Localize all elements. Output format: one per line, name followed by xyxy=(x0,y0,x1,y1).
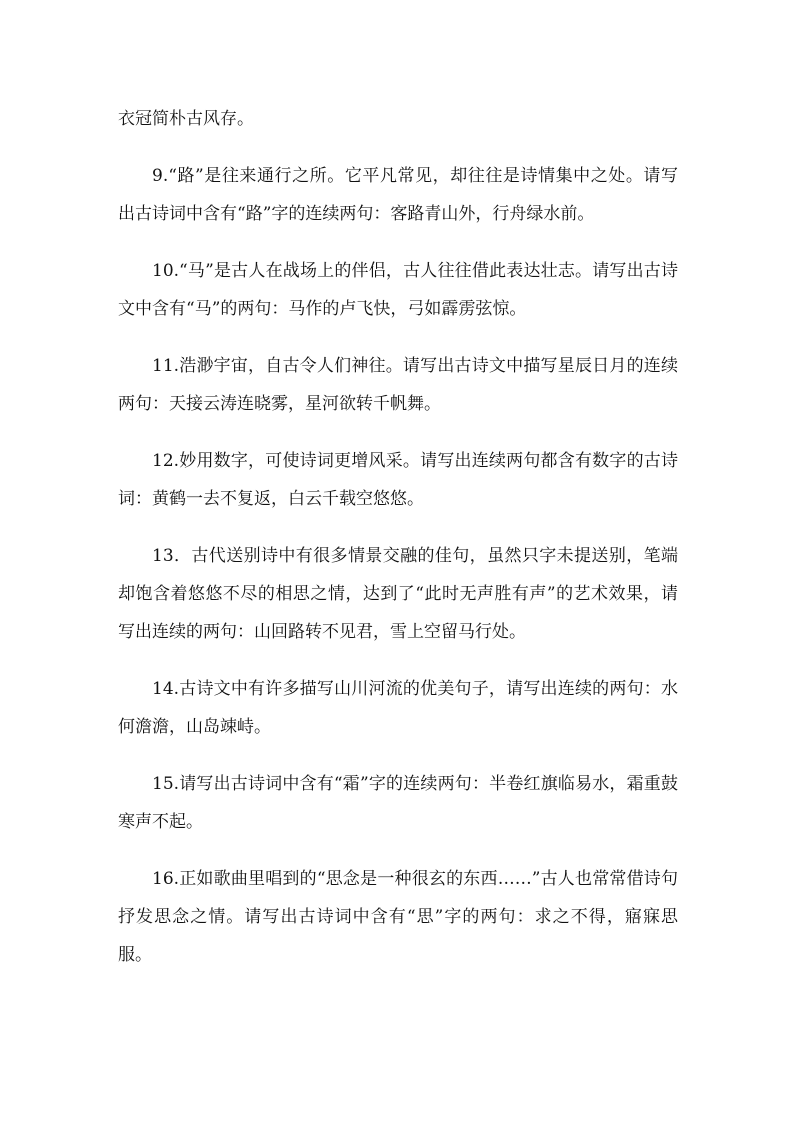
question-12: 12.妙用数字，可使诗词更增风采。请写出连续两句都含有数字的古诗词：黄鹤一去不复返，白云千载空悠悠。 xyxy=(118,451,678,509)
question-13: 13．古代送别诗中有很多情景交融的佳句，虽然只字未提送别，笔端却饱含着悠悠不尽的相思之情，达到了“此时无声胜有声”的艺术效果，请写出连续的两句：山回路转不见君，雪上空留马行处。 xyxy=(118,546,678,642)
question-14: 14.古诗文中有许多描写山川河流的优美句子，请写出连续的两句：水何澹澹，山岛竦峙。 xyxy=(118,679,678,737)
document-body xyxy=(118,100,678,993)
question-15: 15.请写出古诗词中含有“霜”字的连续两句：半卷红旗临易水，霜重鼓寒声不起。 xyxy=(118,774,678,832)
question-11: 11.浩渺宇宙，自古令人们神往。请写出古诗文中描写星辰日月的连续两句：天接云涛连晓雾，星河欲转千帆舞。 xyxy=(118,356,678,414)
question-10: 10.“马”是古人在战场上的伴侣，古人往往借此表达壮志。请写出古诗文中含有“马”的两句：马作的卢飞快，弓如霹雳弦惊。 xyxy=(118,261,678,319)
paragraph-continuation: 衣冠简朴古风存。 xyxy=(118,109,254,129)
question-9: 9.“路”是往来通行之所。它平凡常见，却往往是诗情集中之处。请写出古诗词中含有“路”字的连续两句：客路青山外，行舟绿水前。 xyxy=(118,166,678,224)
question-16: 16.正如歌曲里唱到的“思念是一种很玄的东西……”古人也常常借诗句抒发思念之情。请写出古诗词中含有“思”字的两句：求之不得，寤寐思服。 xyxy=(118,869,678,965)
